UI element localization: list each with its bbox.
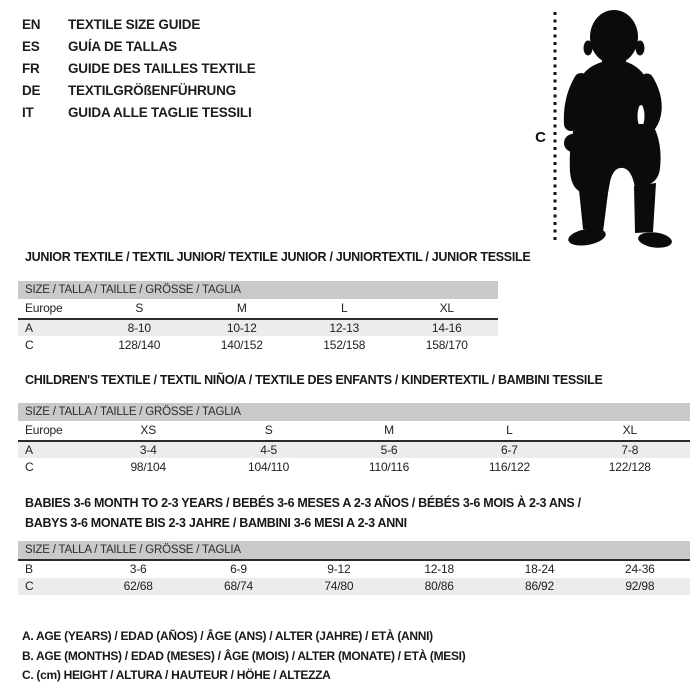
- table-cell: 74/80: [324, 579, 354, 593]
- table-cell: L: [341, 301, 348, 315]
- row-label: A: [25, 443, 33, 457]
- toddler-silhouette-icon: [564, 10, 673, 250]
- table-cell: 62/68: [123, 579, 153, 593]
- table-cell: 80/86: [424, 579, 454, 593]
- table-cell: XS: [140, 423, 156, 437]
- table-cell: 14-16: [431, 321, 462, 335]
- table-cell: S: [264, 423, 273, 437]
- language-row: [22, 101, 256, 123]
- table-row: [18, 299, 498, 318]
- size-header-band: SIZE / TALLA / TAILLE / GRÖSSE / TAGLIA: [18, 541, 690, 561]
- table-cell: 110/116: [368, 460, 410, 474]
- table-cell: L: [506, 423, 513, 437]
- language-label: GUIDA ALLE TAGLIE TESSILI: [68, 104, 252, 120]
- table-title-children: CHILDREN'S TEXTILE / TEXTIL NIÑO/A / TEXTILE DES ENFANTS / KINDERTEXTIL / BAMBINI TESSILE: [25, 373, 603, 387]
- language-code: DE: [22, 82, 41, 98]
- size-header-band: SIZE / TALLA / TAILLE / GRÖSSE / TAGLIA: [18, 281, 498, 299]
- table-row: [18, 578, 690, 595]
- table-cell: 104/110: [248, 460, 290, 474]
- table-cell: 7-8: [621, 443, 639, 457]
- language-label: GUIDE DES TAILLES TEXTILE: [68, 60, 256, 76]
- footnote-c: C. (cm) HEIGHT / ALTURA / HAUTEUR / HÖHE / ALTEZZA: [22, 668, 331, 682]
- language-list: [22, 13, 256, 123]
- junior-size-table: [18, 281, 498, 354]
- table-cell: 8-10: [127, 321, 151, 335]
- table-row: [18, 458, 690, 476]
- table-cell: 68/74: [223, 579, 253, 593]
- row-label: C: [25, 338, 34, 352]
- table-cell: 18-24: [524, 562, 555, 576]
- table-row: [18, 561, 690, 578]
- table-cell: 12-13: [329, 321, 360, 335]
- table-cell: 92/98: [625, 579, 655, 593]
- language-code: EN: [22, 16, 41, 32]
- table-cell: 5-6: [380, 443, 398, 457]
- table-cell: 122/128: [608, 460, 651, 474]
- row-label: Europe: [25, 423, 63, 437]
- table-row: [18, 440, 690, 458]
- table-cell: XL: [622, 423, 637, 437]
- footnotes: [22, 627, 465, 686]
- children-size-table: [18, 403, 690, 476]
- babies-size-table: [18, 541, 690, 595]
- table-cell: 6-9: [230, 562, 247, 576]
- table-cell: M: [236, 301, 247, 315]
- table-cell: 12-18: [424, 562, 455, 576]
- table-title-babies-line1: BABIES 3-6 MONTH TO 2-3 YEARS / BEBÉS 3-6 MESES A 2-3 AÑOS / BÉBÉS 3-6 MOIS À 2-3 ANS /: [25, 496, 581, 510]
- language-label: TEXTILGRÖßENFÜHRUNG: [68, 82, 236, 98]
- table-row: [18, 318, 498, 336]
- size-header-band: SIZE / TALLA / TAILLE / GRÖSSE / TAGLIA: [18, 403, 690, 421]
- table-cell: 10-12: [226, 321, 257, 335]
- language-label: TEXTILE SIZE GUIDE: [68, 16, 201, 32]
- language-label: GUÍA DE TALLAS: [68, 38, 177, 54]
- table-cell: 140/152: [220, 338, 263, 352]
- footnote-b: B. AGE (MONTHS) / EDAD (MESES) / ÂGE (MOIS) / ALTER (MONATE) / ETÀ (MESI): [22, 648, 466, 663]
- table-title-junior: JUNIOR TEXTILE / TEXTIL JUNIOR/ TEXTILE JUNIOR / JUNIORTEXTIL / JUNIOR TESSILE: [25, 250, 531, 264]
- table-cell: 4-5: [260, 443, 277, 457]
- table-cell: 24-36: [624, 562, 655, 576]
- row-label: C: [25, 460, 34, 474]
- language-row: [22, 35, 256, 57]
- language-row: [22, 57, 256, 79]
- table-title-babies-line2: BABYS 3-6 MONATE BIS 2-3 JAHRE / BAMBINI 3-6 MESI A 2-3 ANNI: [25, 516, 407, 530]
- table-cell: 86/92: [524, 579, 554, 593]
- figure-height-label: C: [535, 129, 546, 146]
- table-cell: 152/158: [323, 338, 366, 352]
- row-label: Europe: [25, 301, 63, 315]
- table-cell: 158/170: [425, 338, 468, 352]
- row-label: C: [25, 579, 34, 593]
- footnote-a: A. AGE (YEARS) / EDAD (AÑOS) / ÂGE (ANS) / ALTER (JAHRE) / ETÀ (ANNI): [22, 629, 433, 643]
- row-label: B: [25, 562, 33, 576]
- table-cell: 3-4: [139, 443, 157, 457]
- table-cell: 98/104: [130, 460, 166, 474]
- table-cell: 128/140: [118, 338, 161, 352]
- table-cell: 3-6: [129, 562, 147, 576]
- size-figure: [512, 4, 698, 252]
- table-row: [18, 336, 498, 354]
- table-cell: 6-7: [501, 443, 518, 457]
- row-label: A: [25, 321, 33, 335]
- table-cell: XL: [439, 301, 454, 315]
- table-row: [18, 421, 690, 440]
- language-code: IT: [22, 104, 34, 120]
- table-cell: M: [384, 423, 394, 437]
- table-cell: 116/122: [488, 460, 530, 474]
- language-row: [22, 13, 256, 35]
- table-cell: 9-12: [327, 562, 351, 576]
- language-code: FR: [22, 60, 40, 76]
- language-row: [22, 79, 256, 101]
- table-cell: S: [135, 301, 144, 315]
- language-code: ES: [22, 38, 40, 54]
